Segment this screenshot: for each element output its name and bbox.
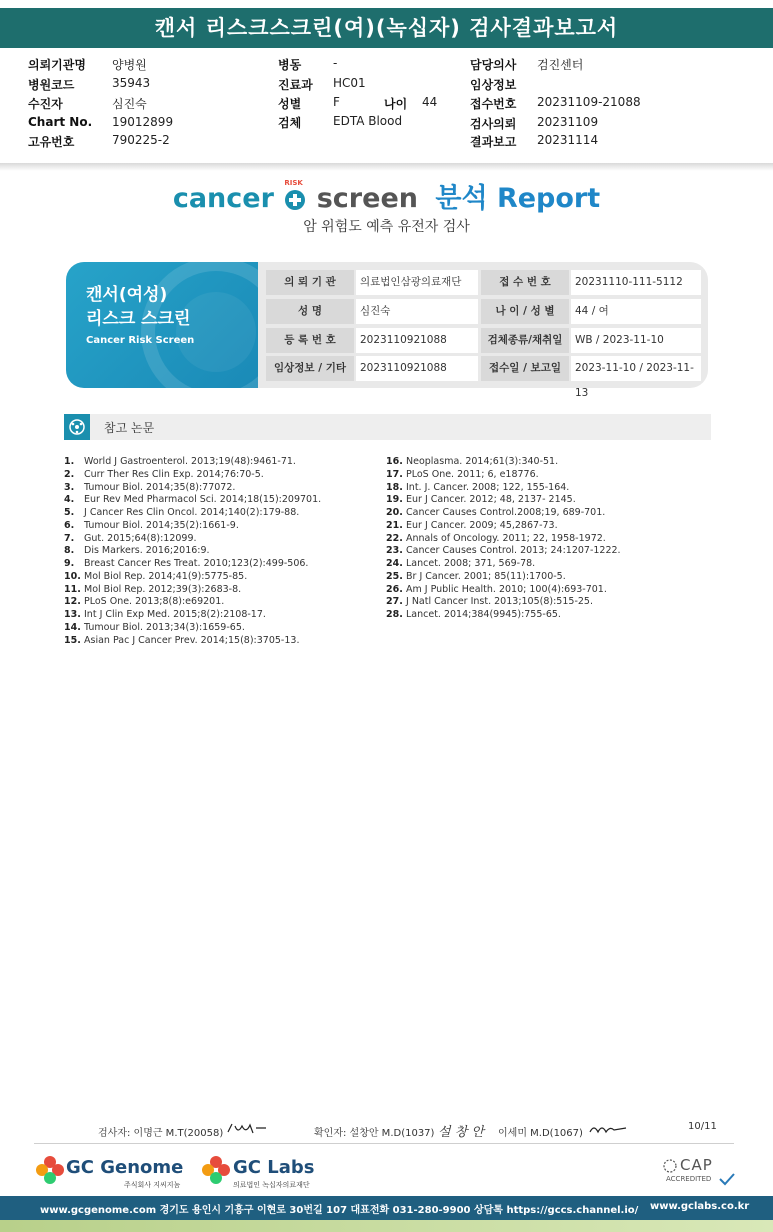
reference-number: 14. (64, 621, 81, 633)
reference-item (386, 456, 706, 469)
age-value: 44 (422, 95, 438, 109)
reference-item (64, 469, 384, 482)
reference-text: Eur Rev Med Pharmacol Sci. 2014;18(15):209701. (84, 494, 322, 506)
reference-number: 25. (386, 570, 403, 582)
reference-text: Eur J Cancer. 2012; 48, 2137- 2145. (406, 494, 576, 506)
brand-word-screen: screen (316, 183, 418, 214)
cap-text: CAP (680, 1156, 713, 1174)
sex-value: F (333, 95, 340, 109)
gc-labs-subtext: 의료법인 녹십자의료재단 (233, 1181, 310, 1189)
unique-no-value: 790225-2 (112, 133, 170, 147)
reference-number: 8. (64, 545, 75, 557)
gc-labs-cross-icon (202, 1156, 230, 1184)
reference-item (386, 533, 706, 546)
reference-item (386, 596, 706, 609)
card-value-receipt: 20231110-111-5112 (571, 270, 701, 295)
reference-number: 17. (386, 468, 403, 480)
header-info (0, 52, 773, 152)
card-value-clinical: 2023110921088 (356, 356, 478, 381)
reference-number: 12. (64, 596, 81, 608)
card-label-name: 성 명 (266, 299, 354, 324)
references-title: 참고 논문 (104, 421, 155, 435)
cap-logo (660, 1156, 740, 1190)
reference-item (64, 622, 384, 635)
gc-genome-text: GC Genome (66, 1157, 184, 1178)
reference-text: Lancet. 2014;384(9945):755-65. (406, 609, 561, 620)
reference-text: Tumour Biol. 2014;35(8):77072. (84, 481, 236, 493)
card-value-name: 심진숙 (356, 299, 478, 324)
reference-text: Am J Public Health. 2010; 100(4):693-701. (406, 583, 607, 595)
footer-accent (0, 1220, 773, 1232)
card-value-institution: 의료법인삼광의료재단 (356, 270, 478, 295)
reference-item (386, 545, 706, 558)
reference-item (64, 494, 384, 507)
gc-genome-logo (36, 1154, 196, 1190)
reference-text: World J Gastroenterol. 2013;19(48):9461-71. (84, 456, 296, 467)
reference-item (386, 507, 706, 520)
reference-item (386, 482, 706, 495)
report-title: 캔서 리스크스크린(여)(녹십자) 검사결과보고서 (0, 8, 773, 48)
reference-number: 1. (64, 456, 75, 467)
specimen-value: EDTA Blood (333, 114, 403, 128)
reference-text: Annals of Oncology. 2011; 22, 1958-1972. (406, 532, 606, 544)
unique-no-label: 고유번호 (28, 135, 75, 149)
reference-number: 20. (386, 507, 403, 518)
reference-item (64, 635, 384, 648)
reference-item (64, 456, 384, 469)
risk-tag: RISK (284, 178, 303, 187)
reference-number: 3. (64, 481, 75, 493)
receipt-no-label: 접수번호 (470, 97, 517, 111)
reference-number: 16. (386, 456, 403, 467)
doctor-label: 담당의사 (470, 58, 517, 72)
reference-number: 9. (64, 558, 75, 569)
reference-text: Dis Markers. 2016;2016:9. (84, 545, 210, 557)
reference-item (64, 558, 384, 571)
reference-text: Mol Biol Rep. 2014;41(9):5775-85. (84, 570, 248, 582)
ward-value: - (333, 56, 338, 70)
reference-number: 21. (386, 519, 403, 531)
card-title-line1: 캔서(여성) (86, 285, 168, 305)
reference-number: 18. (386, 481, 403, 493)
cap-badge-icon (662, 1158, 678, 1174)
header-divider (0, 163, 773, 171)
checkmark-icon (718, 1172, 736, 1186)
risk-plus-icon (284, 178, 305, 210)
chart-no-value: 19012899 (112, 115, 174, 129)
department-label: 진료과 (278, 78, 313, 92)
clinical-info-label: 임상정보 (470, 78, 517, 92)
card-title-en: Cancer Risk Screen (86, 335, 195, 346)
reference-number: 13. (64, 609, 81, 620)
brand-word-cancer: cancer (172, 183, 274, 214)
card-label-receipt: 접 수 번 호 (481, 270, 569, 295)
reference-text: J Natl Cancer Inst. 2013;105(8):515-25. (406, 596, 593, 608)
reference-item (386, 571, 706, 584)
confirmer-name: 확인자: 설창안 M.D(1037) (314, 1128, 435, 1139)
card-value-specimen: WB / 2023-11-10 (571, 328, 701, 353)
request-date-value: 20231109 (537, 115, 599, 129)
reference-text: Tumour Biol. 2013;34(3):1659-65. (84, 621, 245, 633)
doctor-value: 검진센터 (537, 58, 584, 72)
footer-site: www.gclabs.co.kr (650, 1201, 750, 1212)
doctor-signature-icon (588, 1122, 628, 1138)
reference-item (386, 494, 706, 507)
reference-text: Gut. 2015;64(8):12099. (84, 532, 197, 544)
card-label-dates: 접수일 / 보고일 (481, 356, 569, 381)
signature-line (0, 1120, 773, 1142)
reference-item (64, 609, 384, 622)
patient-value: 심진숙 (112, 97, 147, 111)
report-date-label: 결과보고 (470, 135, 517, 149)
references-left (64, 456, 384, 647)
reference-text: Cancer Causes Control. 2013; 24:1207-1222. (406, 545, 621, 557)
card-label-registration: 등 록 번 호 (266, 328, 354, 353)
reference-number: 7. (64, 532, 75, 544)
hospital-name-value: 양병원 (112, 58, 147, 72)
cap-subtext: ACCREDITED (666, 1175, 712, 1183)
reference-number: 28. (386, 609, 403, 620)
reference-text: Lancet. 2008; 371, 569-78. (406, 558, 536, 569)
hospital-name-label: 의뢰기관명 (28, 58, 86, 72)
reference-item (64, 507, 384, 520)
footer-address: www.gcgenome.com 경기도 용인시 기흥구 이현로 30번길 107 대표전화 031-280-9900 상담톡 https://gccs.channel.io/ (40, 1205, 639, 1216)
card-label-age-sex: 나 이 / 성 별 (481, 299, 569, 324)
card-title-panel (66, 262, 258, 388)
reference-item (64, 584, 384, 597)
reference-number: 22. (386, 532, 403, 544)
brand-line (0, 176, 773, 215)
reference-item (386, 558, 706, 571)
gc-labs-logo (202, 1154, 342, 1190)
reference-text: Curr Ther Res Clin Exp. 2014;76:70-5. (84, 468, 264, 480)
card-label-institution: 의 뢰 기 관 (266, 270, 354, 295)
reference-item (386, 520, 706, 533)
reference-number: 23. (386, 545, 403, 557)
references-section-header (64, 414, 711, 440)
reference-text: Neoplasma. 2014;61(3):340-51. (406, 456, 559, 467)
doctor-name: 이세미 M.D(1067) (498, 1128, 583, 1139)
reference-number: 5. (64, 507, 75, 518)
network-icon (64, 414, 90, 440)
reference-item (64, 520, 384, 533)
reference-number: 10. (64, 570, 81, 582)
card-value-dates: 2023-11-10 / 2023-11-13 (571, 356, 701, 381)
reference-number: 2. (64, 468, 75, 480)
tester-signature-icon (226, 1120, 268, 1138)
card-label-clinical: 임상정보 / 기타 (266, 356, 354, 381)
gc-labs-text: GC Labs (233, 1157, 315, 1178)
card-title-line2: 리스크 스크린 (86, 309, 191, 329)
reference-number: 15. (64, 634, 81, 646)
request-date-label: 검사의뢰 (470, 117, 517, 131)
reference-item (64, 482, 384, 495)
tester-name: 검사자: 이명근 M.T(20058) (98, 1128, 224, 1139)
reference-number: 26. (386, 583, 403, 595)
reference-number: 27. (386, 596, 403, 608)
footer-bar (0, 1196, 773, 1220)
brand-subtitle: 암 위험도 예측 유전자 검사 (303, 219, 470, 235)
reference-item (386, 609, 706, 622)
page-number: 10/11 (688, 1121, 717, 1132)
reference-text: Tumour Biol. 2014;35(2):1661-9. (84, 519, 239, 531)
reference-item (386, 584, 706, 597)
ward-label: 병동 (278, 58, 302, 72)
reference-text: Int. J. Cancer. 2008; 122, 155-164. (406, 481, 570, 493)
card-label-specimen: 검체종류/채취일 (481, 328, 569, 353)
gc-genome-subtext: 주식회사 지씨지놈 (124, 1181, 181, 1189)
brand-report: 분석 Report (435, 183, 601, 214)
gc-cross-icon (36, 1156, 64, 1184)
reference-number: 11. (64, 583, 81, 595)
reference-item (64, 533, 384, 546)
reference-item (64, 596, 384, 609)
card-value-age-sex: 44 / 여 (571, 299, 701, 324)
reference-number: 19. (386, 494, 403, 506)
reference-text: PLoS One. 2011; 6, e18776. (406, 468, 539, 480)
reference-text: Cancer Causes Control.2008;19, 689-701. (406, 507, 606, 518)
reference-text: Br J Cancer. 2001; 85(11):1700-5. (406, 570, 566, 582)
reference-item (64, 571, 384, 584)
report-date-value: 20231114 (537, 133, 599, 147)
reference-number: 4. (64, 494, 75, 506)
hospital-code-value: 35943 (112, 76, 151, 90)
department-value: HC01 (333, 76, 366, 90)
references-right (386, 456, 706, 622)
age-label: 나이 (384, 97, 408, 111)
reference-text: PLoS One. 2013;8(8):e69201. (84, 596, 225, 608)
confirmer-signature: 설 창 안 (438, 1125, 484, 1140)
reference-text: Eur J Cancer. 2009; 45,2867-73. (406, 519, 558, 531)
hospital-code-label: 병원코드 (28, 78, 75, 92)
reference-text: Asian Pac J Cancer Prev. 2014;15(8):3705-13. (84, 634, 300, 646)
card-value-registration: 2023110921088 (356, 328, 478, 353)
reference-text: J Cancer Res Clin Oncol. 2014;140(2):179-88. (84, 507, 300, 518)
signature-divider (34, 1143, 734, 1144)
receipt-no-value: 20231109-21088 (537, 95, 641, 109)
reference-number: 24. (386, 558, 403, 569)
reference-text: Mol Biol Rep. 2012;39(3):2683-8. (84, 583, 242, 595)
reference-item (386, 469, 706, 482)
reference-item (64, 545, 384, 558)
patient-label: 수진자 (28, 97, 63, 111)
reference-text: Breast Cancer Res Treat. 2010;123(2):499-506. (84, 558, 309, 569)
specimen-label: 검체 (278, 116, 302, 130)
sex-label: 성별 (278, 97, 302, 111)
reference-number: 6. (64, 519, 75, 531)
reference-text: Int J Clin Exp Med. 2015;8(2):2108-17. (84, 609, 266, 620)
chart-no-label: Chart No. (28, 115, 93, 129)
